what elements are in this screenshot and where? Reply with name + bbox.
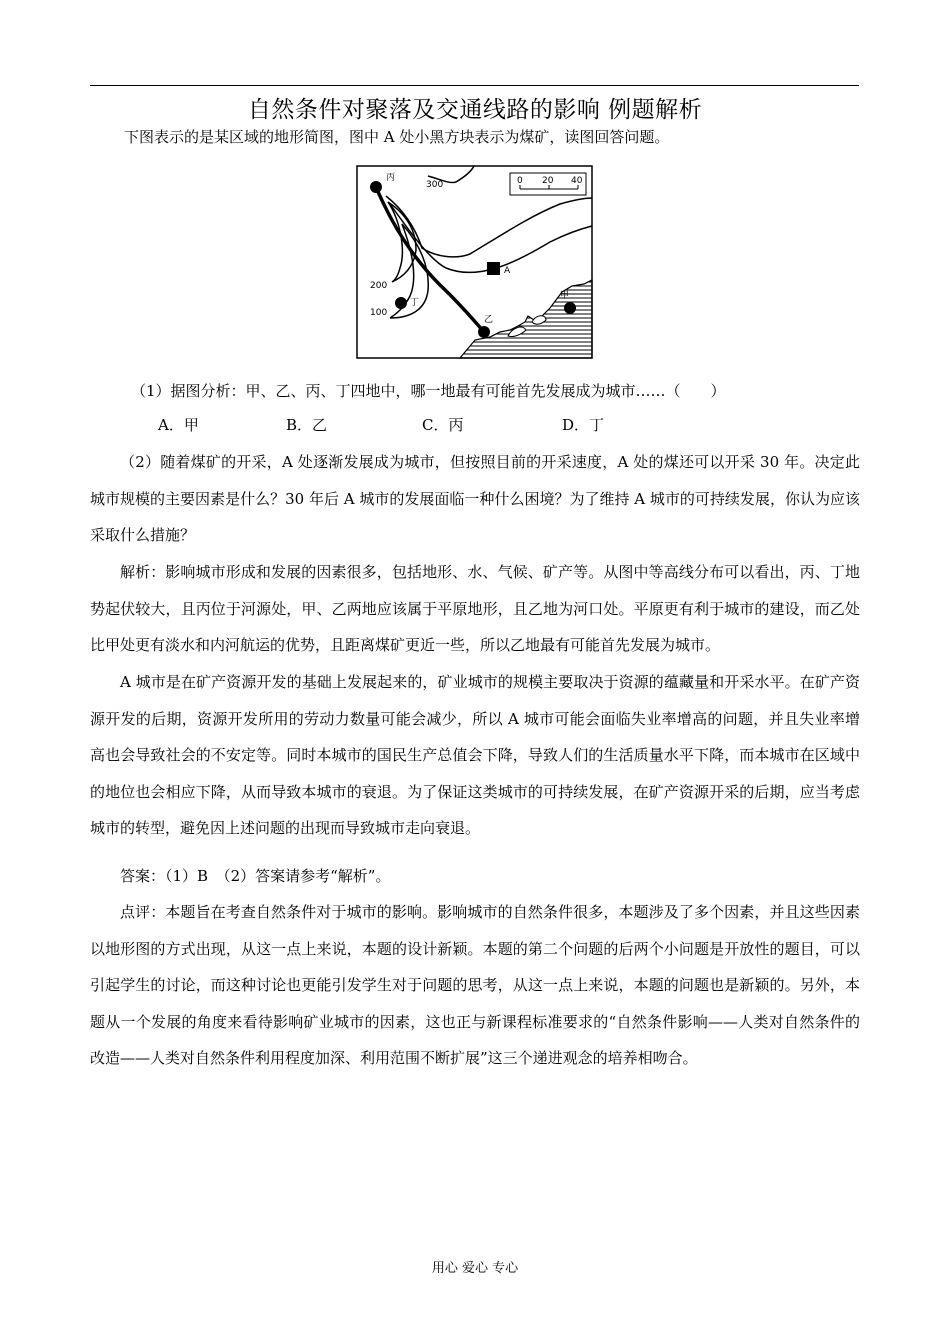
page-title: 自然条件对聚落及交通线路的影响 例题解析 — [247, 97, 703, 123]
sea-area — [460, 280, 592, 358]
analysis-paragraph-2: A 城市是在矿产资源开发的基础上发展起来的，矿业城市的规模主要取决于资源的蕴藏量和开采水平。在矿产资源开发的后期，资源开发所用的劳动力数量可能会减少，所以 A 城市可能会面临失业率增高的问题，并且失业率增高也会导致社会的不安定等。同时本城市的国民生产总值会下降，导致人们的生活质量水平下降，而本城市在区域中的地位也会相应下降，从而导致本城市的衰退。为了保证这类城市的可持续发展，在矿产资源开采的后期，应当考虑城市的转型，避免因上述问题的出现而导致城市走向衰退。 — [90, 673, 860, 837]
scale-label-20: 20 — [542, 176, 554, 186]
scale-label-0: 0 — [517, 176, 523, 186]
header-rule — [90, 85, 859, 86]
option-d: D．丁 — [562, 416, 605, 434]
intro-text: 下图表示的是某区域的地形简图，图中 A 处小黑方块表示为煤矿，读图回答问题。 — [124, 128, 670, 146]
place-yi-dot — [478, 326, 490, 338]
question-2: （2）随着煤矿的开采，A 处逐渐发展成为城市，但按照目前的开采速度，A 处的煤还可以开采 30 年。决定此城市规模的主要因素是什么？30 年后 A 城市的发展面临一种什么困境？为了维持 A 城市的可持续发展，你认为应该采取什么措施？ — [90, 453, 860, 544]
options-row — [158, 414, 604, 436]
place-bing-dot — [370, 181, 382, 193]
contour-line — [388, 202, 416, 282]
comment-paragraph: 点评：本题旨在考查自然条件对于城市的影响。影响城市的自然条件很多，本题涉及了多个因素，并且这些因素以地形图的方式出现，从这一点上来说，本题的设计新颖。本题的第二个问题的后两个小问题是开放性的题目，可以引起学生的讨论，而这种讨论也更能引发学生对于问题的思考，从这一点上来说，本题的问题也是新颖的。另外，本题从一个发展的角度来看待影响矿业城市的因素，这也正与新课程标准要求的“自然条件影响——人类对自然条件的改造——人类对自然条件利用程度加深、利用范围不断扩展”这三个递进观念的培养相吻合。 — [90, 903, 860, 1067]
scale-label-40: 40 — [571, 176, 583, 186]
mine-label: A — [504, 266, 511, 276]
contour-label-300: 300 — [426, 180, 444, 190]
place-label-bing: 丙 — [386, 173, 396, 183]
terrain-map — [350, 160, 600, 365]
contour-line — [386, 196, 592, 257]
place-label-jia: 甲 — [560, 291, 570, 301]
answer-line: 答案：（1）B （2）答案请参考“解析”。 — [120, 867, 391, 885]
option-c: C．丙 — [422, 416, 464, 434]
question-1: （1）据图分析：甲、乙、丙、丁四地中，哪一地最有可能首先发展成为城市……（ ） — [131, 382, 726, 400]
option-b: B．乙 — [286, 416, 328, 434]
place-ding-dot — [395, 297, 407, 309]
page-footer: 用心 爱心 专心 — [431, 1261, 519, 1276]
place-label-ding: 丁 — [410, 298, 420, 308]
place-label-yi: 乙 — [484, 315, 494, 325]
coal-mine-square — [487, 262, 500, 275]
analysis-paragraph-1: 解析：影响城市形成和发展的因素很多，包括地形、水、气候、矿产等。从图中等高线分布可以看出，丙、丁地势起伏较大，且丙位于河源处，甲、乙两地应该属于平原地形，且乙地为河口处。平原更有利于城市的建设，而乙处比甲处更有淡水和内河航运的优势，且距离煤矿更近一些，所以乙地最有可能首先发展为城市。 — [90, 563, 860, 654]
option-a: A．甲 — [158, 416, 199, 434]
contour-label-100: 100 — [370, 308, 388, 318]
place-jia-dot — [564, 302, 576, 314]
contour-label-200: 200 — [370, 281, 388, 291]
